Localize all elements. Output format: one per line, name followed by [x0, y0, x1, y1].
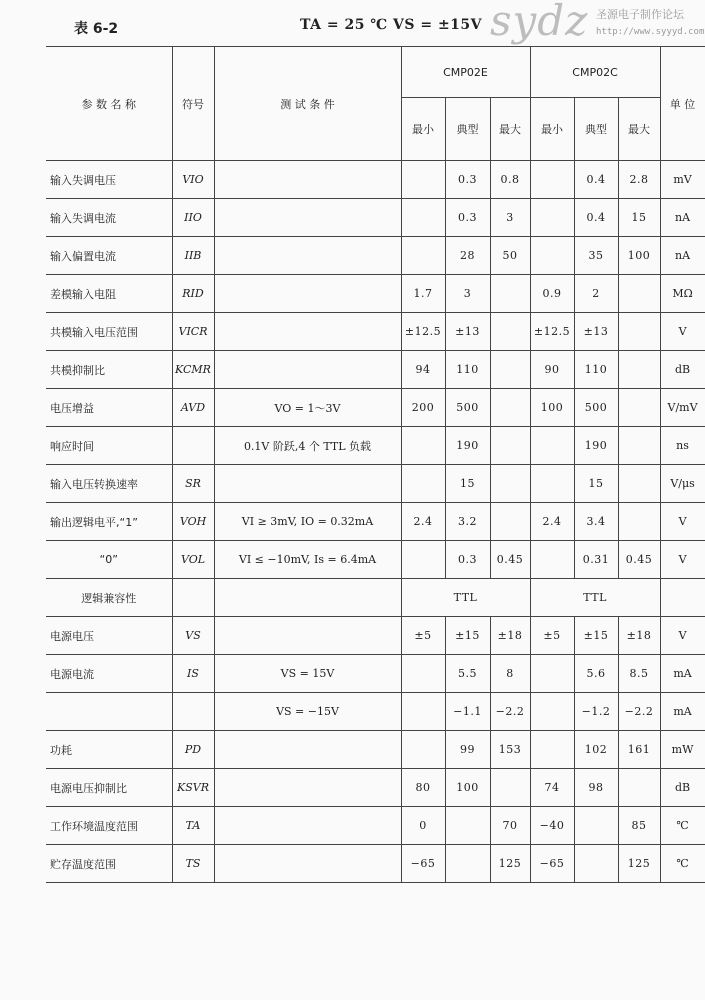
test-condition	[214, 465, 401, 503]
param-symbol: VS	[172, 617, 214, 655]
e-min-value	[401, 237, 445, 275]
test-condition: VI ≥ 3mV, IO = 0.32mA	[214, 503, 401, 541]
c-max-value: 85	[618, 807, 660, 845]
table-row	[46, 427, 705, 465]
e-min-value	[401, 465, 445, 503]
e-max-value: 125	[490, 845, 530, 883]
group-c-header: CMP02C	[530, 47, 660, 98]
e-typ-value: 99	[445, 731, 490, 769]
c-min-value: 2.4	[530, 503, 574, 541]
c-max-value	[618, 503, 660, 541]
unit-value	[660, 579, 705, 617]
param-header: 参 数 名 称	[46, 47, 172, 161]
c-typ-value: 2	[574, 275, 618, 313]
e-max-value: −2.2	[490, 693, 530, 731]
e-typ-header: 典型	[445, 98, 490, 161]
param-name: 工作环境温度范围	[46, 807, 172, 845]
test-condition	[214, 351, 401, 389]
unit-value: V	[660, 617, 705, 655]
e-max-value: 70	[490, 807, 530, 845]
param-name: 输出逻辑电平,“1”	[46, 503, 172, 541]
c-span-value: TTL	[530, 579, 660, 617]
param-name: 输入失调电压	[46, 161, 172, 199]
unit-value: V/mV	[660, 389, 705, 427]
unit-value: V	[660, 541, 705, 579]
param-name: “0”	[46, 541, 172, 579]
c-min-value	[530, 693, 574, 731]
c-min-value: −65	[530, 845, 574, 883]
c-typ-value: ±13	[574, 313, 618, 351]
c-max-value: ±18	[618, 617, 660, 655]
c-min-value	[530, 237, 574, 275]
c-min-value: −40	[530, 807, 574, 845]
e-typ-value: 100	[445, 769, 490, 807]
param-symbol: TS	[172, 845, 214, 883]
param-symbol: VIO	[172, 161, 214, 199]
e-max-value	[490, 389, 530, 427]
test-condition: VI ≤ −10mV, Is = 6.4mA	[214, 541, 401, 579]
e-typ-value: ±13	[445, 313, 490, 351]
watermark-letters: sydz	[490, 0, 589, 45]
param-symbol: KCMR	[172, 351, 214, 389]
param-symbol: VOH	[172, 503, 214, 541]
e-typ-value: 500	[445, 389, 490, 427]
param-symbol: IIO	[172, 199, 214, 237]
c-typ-value: ±15	[574, 617, 618, 655]
e-max-value	[490, 465, 530, 503]
test-condition	[214, 199, 401, 237]
e-max-value	[490, 503, 530, 541]
test-conditions-caption: TA = 25 ℃ VS = ±15V	[300, 17, 483, 33]
unit-value: ns	[660, 427, 705, 465]
c-min-value: ±12.5	[530, 313, 574, 351]
table-row	[46, 199, 705, 237]
c-min-value: 90	[530, 351, 574, 389]
e-typ-value: 5.5	[445, 655, 490, 693]
unit-value: mA	[660, 655, 705, 693]
e-max-value: ±18	[490, 617, 530, 655]
c-max-value: 15	[618, 199, 660, 237]
test-condition	[214, 237, 401, 275]
spec-table	[46, 46, 705, 883]
e-typ-value: 0.3	[445, 541, 490, 579]
watermark-url: http://www.syyyd.com	[596, 27, 705, 37]
param-symbol: AVD	[172, 389, 214, 427]
e-min-value	[401, 427, 445, 465]
e-min-value: 0	[401, 807, 445, 845]
e-min-value: 80	[401, 769, 445, 807]
e-min-value	[401, 693, 445, 731]
table-number: 表 6-2	[74, 21, 119, 37]
c-typ-value: 190	[574, 427, 618, 465]
test-condition	[214, 579, 401, 617]
param-name: 电源电压抑制比	[46, 769, 172, 807]
e-typ-value: 0.3	[445, 161, 490, 199]
c-max-value: 100	[618, 237, 660, 275]
e-min-header: 最小	[401, 98, 445, 161]
test-condition	[214, 807, 401, 845]
watermark-text: 圣源电子制作论坛	[596, 8, 684, 21]
c-max-value	[618, 769, 660, 807]
e-typ-value: 28	[445, 237, 490, 275]
e-typ-value: 3	[445, 275, 490, 313]
c-max-value	[618, 351, 660, 389]
c-max-value	[618, 427, 660, 465]
e-max-value	[490, 351, 530, 389]
symbol-header: 符号	[172, 47, 214, 161]
c-typ-value: 0.4	[574, 199, 618, 237]
e-min-value: 2.4	[401, 503, 445, 541]
param-symbol: TA	[172, 807, 214, 845]
e-max-value: 0.45	[490, 541, 530, 579]
param-symbol: IS	[172, 655, 214, 693]
e-min-value: 1.7	[401, 275, 445, 313]
unit-value: ℃	[660, 807, 705, 845]
param-symbol: VOL	[172, 541, 214, 579]
e-min-value	[401, 655, 445, 693]
c-typ-value: 15	[574, 465, 618, 503]
e-typ-value: 0.3	[445, 199, 490, 237]
watermark-logo	[486, 0, 705, 46]
c-min-value: 74	[530, 769, 574, 807]
e-max-value: 153	[490, 731, 530, 769]
test-condition: VO = 1～3V	[214, 389, 401, 427]
c-max-value: 0.45	[618, 541, 660, 579]
param-symbol	[172, 693, 214, 731]
c-min-value	[530, 161, 574, 199]
param-name: 共模输入电压范围	[46, 313, 172, 351]
e-min-value	[401, 199, 445, 237]
table-row	[46, 161, 705, 199]
param-name	[46, 693, 172, 731]
table-row	[46, 769, 705, 807]
e-min-value: 200	[401, 389, 445, 427]
c-max-value: 125	[618, 845, 660, 883]
unit-value: V	[660, 503, 705, 541]
c-typ-value: 0.4	[574, 161, 618, 199]
unit-value: nA	[660, 199, 705, 237]
table-row	[46, 541, 705, 579]
e-typ-value	[445, 845, 490, 883]
table-row	[46, 351, 705, 389]
test-condition: VS = −15V	[214, 693, 401, 731]
c-min-value	[530, 465, 574, 503]
c-min-value	[530, 199, 574, 237]
e-min-value	[401, 731, 445, 769]
c-min-value: 100	[530, 389, 574, 427]
table-row	[46, 617, 705, 655]
c-min-value	[530, 541, 574, 579]
unit-value: dB	[660, 351, 705, 389]
c-min-value	[530, 655, 574, 693]
unit-value: dB	[660, 769, 705, 807]
c-typ-value	[574, 807, 618, 845]
c-max-value: 8.5	[618, 655, 660, 693]
c-min-header: 最小	[530, 98, 574, 161]
param-symbol: RID	[172, 275, 214, 313]
e-min-value: −65	[401, 845, 445, 883]
e-max-value	[490, 769, 530, 807]
c-max-value: −2.2	[618, 693, 660, 731]
e-max-value	[490, 313, 530, 351]
param-symbol	[172, 579, 214, 617]
param-name: 输入偏置电流	[46, 237, 172, 275]
c-max-value	[618, 275, 660, 313]
table-row	[46, 693, 705, 731]
c-min-value: ±5	[530, 617, 574, 655]
param-name: 电压增益	[46, 389, 172, 427]
c-max-value	[618, 389, 660, 427]
table-row	[46, 579, 705, 617]
c-typ-value: −1.2	[574, 693, 618, 731]
table-row	[46, 731, 705, 769]
c-typ-value: 5.6	[574, 655, 618, 693]
c-typ-value: 0.31	[574, 541, 618, 579]
param-name: 输入失调电流	[46, 199, 172, 237]
c-typ-value: 98	[574, 769, 618, 807]
c-typ-value: 110	[574, 351, 618, 389]
unit-value: nA	[660, 237, 705, 275]
e-min-value: 94	[401, 351, 445, 389]
e-max-value: 0.8	[490, 161, 530, 199]
e-min-value: ±5	[401, 617, 445, 655]
c-max-value	[618, 313, 660, 351]
table-row	[46, 389, 705, 427]
test-condition	[214, 617, 401, 655]
param-symbol	[172, 427, 214, 465]
param-name: 共模抑制比	[46, 351, 172, 389]
table-row	[46, 655, 705, 693]
e-min-value	[401, 161, 445, 199]
c-typ-value: 3.4	[574, 503, 618, 541]
table-row	[46, 503, 705, 541]
condition-header: 测 试 条 件	[214, 47, 401, 161]
test-condition	[214, 275, 401, 313]
table-row	[46, 465, 705, 503]
param-name: 输入电压转换速率	[46, 465, 172, 503]
param-symbol: VICR	[172, 313, 214, 351]
unit-header: 单 位	[660, 47, 705, 161]
param-symbol: SR	[172, 465, 214, 503]
test-condition	[214, 313, 401, 351]
param-name: 电源电流	[46, 655, 172, 693]
e-max-value	[490, 427, 530, 465]
c-max-value: 2.8	[618, 161, 660, 199]
e-min-value: ±12.5	[401, 313, 445, 351]
test-condition	[214, 845, 401, 883]
unit-value: ℃	[660, 845, 705, 883]
c-max-value	[618, 465, 660, 503]
param-name: 贮存温度范围	[46, 845, 172, 883]
c-max-header: 最大	[618, 98, 660, 161]
c-max-value: 161	[618, 731, 660, 769]
param-name: 电源电压	[46, 617, 172, 655]
header-row-1	[46, 47, 705, 98]
table-row	[46, 275, 705, 313]
table-row	[46, 237, 705, 275]
test-condition: 0.1V 阶跃,4 个 TTL 负载	[214, 427, 401, 465]
e-typ-value: ±15	[445, 617, 490, 655]
c-typ-header: 典型	[574, 98, 618, 161]
group-e-header: CMP02E	[401, 47, 530, 98]
e-typ-value	[445, 807, 490, 845]
e-typ-value: 190	[445, 427, 490, 465]
e-typ-value: 15	[445, 465, 490, 503]
test-condition	[214, 769, 401, 807]
table-row	[46, 845, 705, 883]
table-row	[46, 807, 705, 845]
param-name: 功耗	[46, 731, 172, 769]
e-max-value: 3	[490, 199, 530, 237]
unit-value: V/μs	[660, 465, 705, 503]
c-typ-value	[574, 845, 618, 883]
param-symbol: IIB	[172, 237, 214, 275]
param-symbol: PD	[172, 731, 214, 769]
e-min-value	[401, 541, 445, 579]
e-max-value: 8	[490, 655, 530, 693]
param-name: 逻辑兼容性	[46, 579, 172, 617]
e-max-value: 50	[490, 237, 530, 275]
c-min-value: 0.9	[530, 275, 574, 313]
c-typ-value: 500	[574, 389, 618, 427]
c-min-value	[530, 427, 574, 465]
unit-value: MΩ	[660, 275, 705, 313]
e-typ-value: 110	[445, 351, 490, 389]
test-condition: VS = 15V	[214, 655, 401, 693]
param-name: 响应时间	[46, 427, 172, 465]
table-row	[46, 313, 705, 351]
unit-value: mV	[660, 161, 705, 199]
e-typ-value: 3.2	[445, 503, 490, 541]
e-max-header: 最大	[490, 98, 530, 161]
param-symbol: KSVR	[172, 769, 214, 807]
e-max-value	[490, 275, 530, 313]
test-condition	[214, 161, 401, 199]
e-span-value: TTL	[401, 579, 530, 617]
test-condition	[214, 731, 401, 769]
unit-value: mA	[660, 693, 705, 731]
unit-value: V	[660, 313, 705, 351]
param-name: 差模输入电阻	[46, 275, 172, 313]
c-typ-value: 102	[574, 731, 618, 769]
c-typ-value: 35	[574, 237, 618, 275]
c-min-value	[530, 731, 574, 769]
unit-value: mW	[660, 731, 705, 769]
e-typ-value: −1.1	[445, 693, 490, 731]
